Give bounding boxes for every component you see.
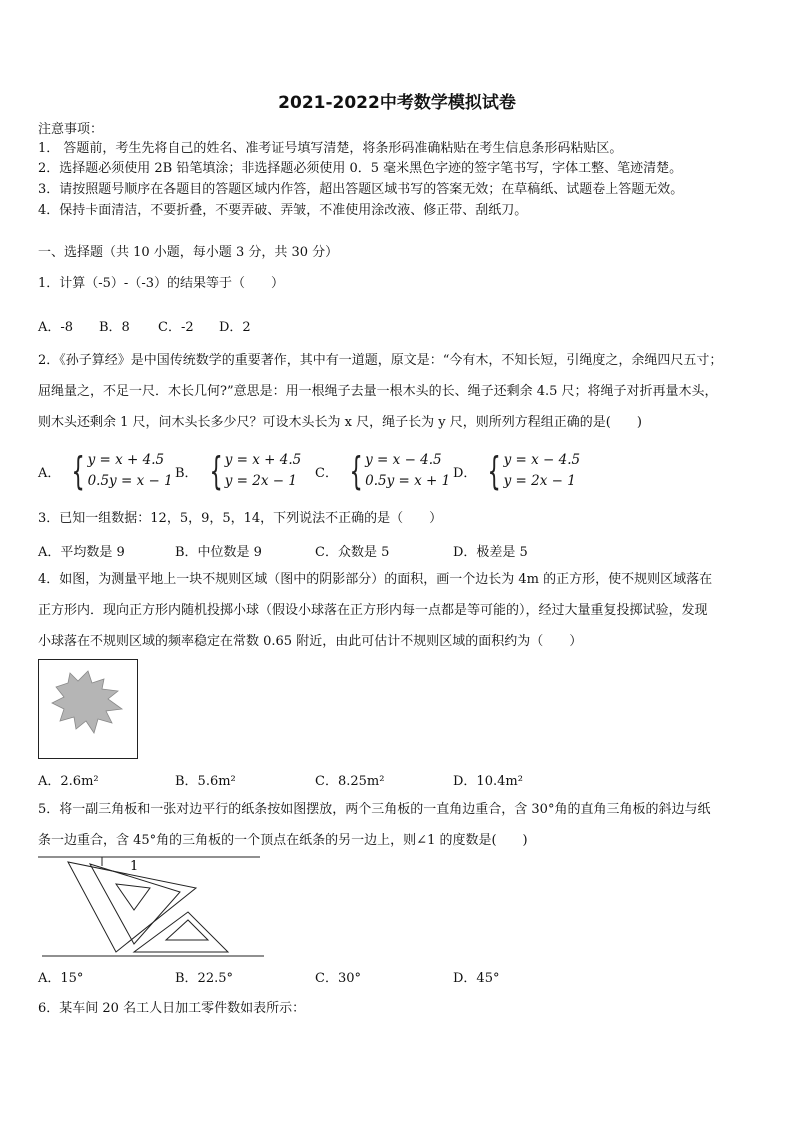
brace-symbol: { xyxy=(209,449,223,493)
q4-option-b: B．5.6m² xyxy=(175,774,236,789)
q2-option-a xyxy=(38,450,173,492)
q5-option-b: B．22.5° xyxy=(175,971,233,986)
question-4-line: 小球落在不规则区域的频率稳定在常数 0.65 附近，由此可估计不规则区域的面积约为（ ） xyxy=(38,634,583,649)
q5-option-d: D．45° xyxy=(453,971,500,986)
q5-option-a: A．15° xyxy=(38,971,84,986)
q1-option-c: C．-2 xyxy=(158,320,194,335)
equation: y = x − 4.5 xyxy=(365,452,442,468)
option-label: B． xyxy=(175,465,198,481)
equation: 0.5y = x − 1 xyxy=(87,473,173,489)
q3-option-d: D．极差是 5 xyxy=(453,545,528,560)
q1-option-a: A．-8 xyxy=(38,320,74,335)
question-2-line: 屈绳量之，不足一尺．木长几何?”意思是：用一根绳子去量一根木头的长、绳子还剩余 4.5 尺；将绳子对折再量木头， xyxy=(38,384,718,399)
notice-heading: 注意事项： xyxy=(38,122,104,137)
q2-option-d xyxy=(453,450,580,492)
q1-option-d: D．2 xyxy=(219,320,251,335)
equation: y = x + 4.5 xyxy=(87,452,165,468)
q4-option-d: D．10.4m² xyxy=(453,774,523,789)
equation: y = x + 4.5 xyxy=(224,452,302,468)
question-1-stem: 1．计算（-5）-（-3）的结果等于（ ） xyxy=(38,276,284,291)
option-label: A． xyxy=(38,465,61,481)
option-label: C． xyxy=(315,465,338,481)
brace-symbol: { xyxy=(349,449,363,493)
question-5-line: 条一边重合，含 45°角的三角板的一个顶点在纸条的另一边上，则∠1 的度数是( ) xyxy=(38,833,528,848)
option-label: D． xyxy=(453,465,477,481)
question-3-stem: 3．已知一组数据：12，5，9，5，14，下列说法不正确的是（ ） xyxy=(38,511,443,526)
question-5-line: 5．将一副三角板和一张对边平行的纸条按如图摆放，两个三角板的一直角边重合，含 30°角的直角三角板的斜边与纸 xyxy=(38,802,711,817)
triangle-ruler-figure xyxy=(38,852,264,962)
notice-item: 2．选择题必须使用 2B 铅笔填涂；非选择题必须使用 0．5 毫米黑色字迹的签字笔书写，字体工整、笔迹清楚。 xyxy=(38,161,683,176)
q5-option-c: C．30° xyxy=(315,971,361,986)
q4-option-a: A．2.6m² xyxy=(38,774,99,789)
q4-option-c: C．8.25m² xyxy=(315,774,385,789)
question-2-line: 2．《孙子算经》是中国传统数学的重要著作，其中有一道题，原文是：“今有木，不知长短，引绳度之，余绳四尺五寸； xyxy=(38,353,723,368)
q1-option-b: B．8 xyxy=(99,320,130,335)
section-heading: 一、选择题（共 10 小题，每小题 3 分，共 30 分） xyxy=(38,245,339,260)
notice-item: 3．请按照题号顺序在各题目的答题区域内作答，超出答题区域书写的答案无效；在草稿纸、试题卷上答题无效。 xyxy=(38,182,684,197)
notice-item: 4．保持卡面清洁，不要折叠，不要弄破、弄皱，不准使用涂改液、修正带、刮纸刀。 xyxy=(38,203,528,218)
q3-option-a: A．平均数是 9 xyxy=(38,545,125,560)
equation: y = x − 4.5 xyxy=(503,452,581,468)
question-4-line: 正方形内．现向正方形内随机投掷小球（假设小球落在正方形内每一点都是等可能的），经过大量重复投掷试验，发现 xyxy=(38,603,708,618)
square-region-figure xyxy=(38,659,138,759)
q2-option-b xyxy=(175,450,301,492)
question-2-line: 则木头还剩余 1 尺，问木头长多少尺？可设木头长为 x 尺，绳子长为 y 尺，则所列方程组正确的是( ) xyxy=(38,415,642,430)
notice-item: 1． 答题前，考生先将自己的姓名、准考证号填写清楚，将条形码准确粘贴在考生信息条形码粘贴区。 xyxy=(38,141,623,156)
question-6-stem: 6．某车间 20 名工人日加工零件数如表所示： xyxy=(38,1001,306,1016)
angle-1-label: 1 xyxy=(130,859,139,874)
q2-option-c xyxy=(315,450,450,492)
brace-symbol: { xyxy=(71,449,86,493)
q3-option-c: C．众数是 5 xyxy=(315,545,390,560)
brace-symbol: { xyxy=(487,449,502,493)
equation: y = 2x − 1 xyxy=(224,473,297,489)
q3-option-b: B．中位数是 9 xyxy=(175,545,262,560)
page-title: 2021-2022中考数学模拟试卷 xyxy=(278,93,516,113)
equation: y = 2x − 1 xyxy=(503,473,576,489)
equation: 0.5y = x + 1 xyxy=(365,473,451,489)
question-4-line: 4．如图，为测量平地上一块不规则区域（图中的阴影部分）的面积，画一个边长为 4m 的正方形，使不规则区域落在 xyxy=(38,572,713,587)
